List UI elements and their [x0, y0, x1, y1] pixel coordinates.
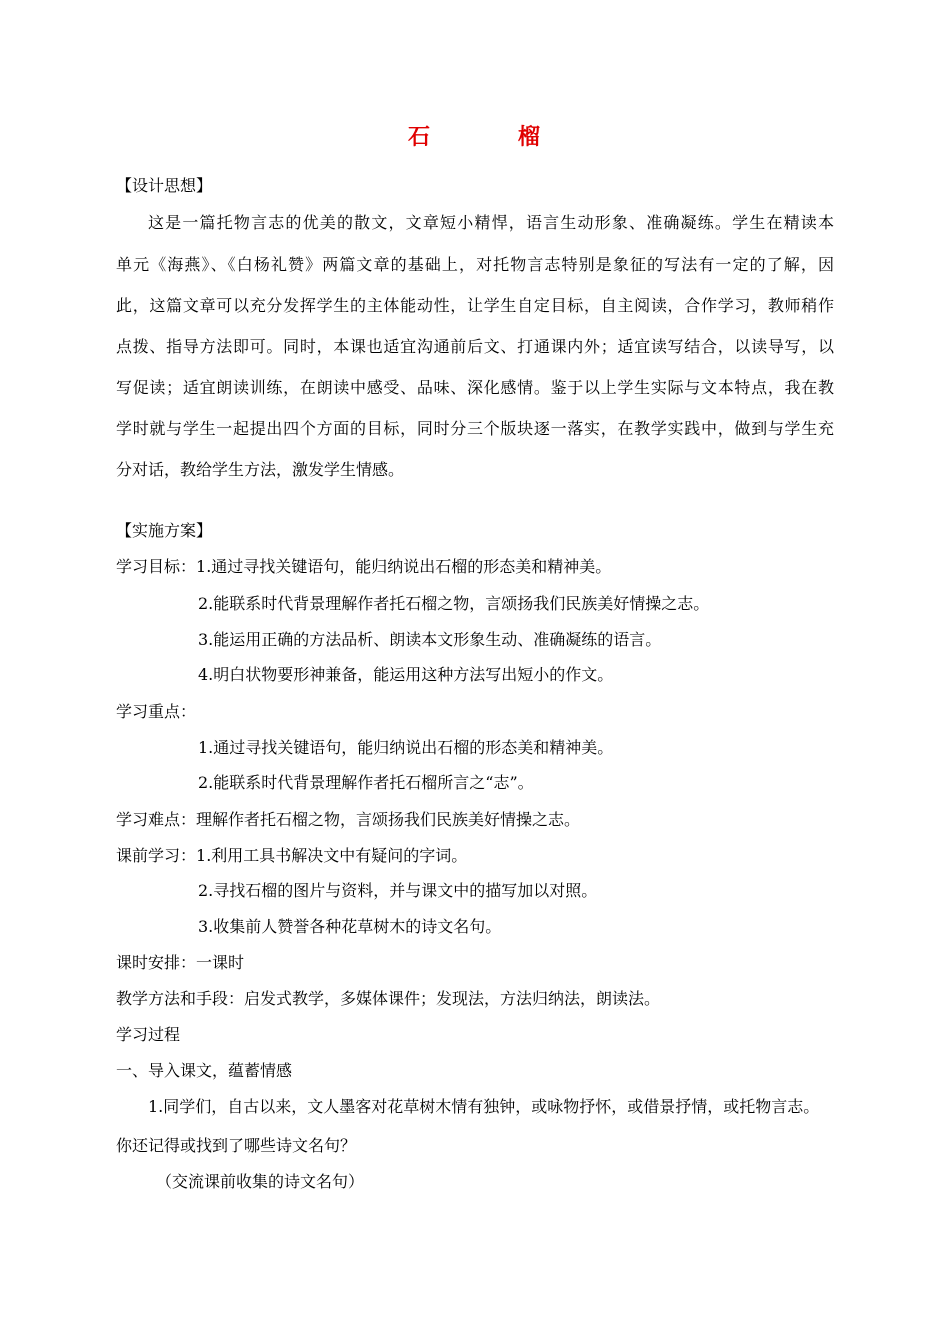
schedule-line: 课时安排：一课时 [116, 953, 245, 972]
methods-line: 教学方法和手段：启发式教学，多媒体课件；发现法，方法归纳法，朗读法。 [116, 989, 661, 1008]
preview-label: 课前学习： [116, 846, 197, 865]
preview-row [116, 846, 467, 866]
design-paragraph-line: 单元《海燕》、《白杨礼赞》两篇文章的基础上，对托物言志特别是象征的写法有一定的了解，因 [116, 255, 834, 274]
section-heading: 一、导入课文，蕴蓄情感 [116, 1061, 293, 1080]
item-paragraph-line: 1.同学们，自古以来，文人墨客对花草树木情有独钟，或咏物抒怀，或借景抒情，或托物言志。 [148, 1097, 820, 1116]
plan-heading: 【实施方案】 [116, 521, 213, 540]
design-paragraph-line: 这是一篇托物言志的优美的散文，文章短小精悍，语言生动形象、准确凝练。学生在精读本 [148, 213, 834, 232]
goal-item: 2.能联系时代背景理解作者托石榴之物，言颂扬我们民族美好情操之志。 [198, 594, 710, 613]
title-char-2: 榴 [518, 124, 543, 150]
focus-label: 学习重点： [116, 702, 197, 721]
item-note: （交流课前收集的诗文名句） [156, 1172, 365, 1191]
design-paragraph-line: 此，这篇文章可以充分发挥学生的主体能动性，让学生自定目标，自主阅读，合作学习，教师稍作 [116, 296, 834, 315]
page-title [0, 120, 950, 151]
design-paragraph-line: 点拨、指导方法即可。同时，本课也适宜沟通前后文、打通课内外；适宜读写结合，以读导写，以 [116, 337, 834, 356]
title-char-1: 石 [407, 124, 432, 150]
preview-item: 1.利用工具书解决文中有疑问的字词。 [196, 846, 468, 865]
goal-item: 4.明白状物要形神兼备，能运用这种方法写出短小的作文。 [198, 665, 614, 684]
design-paragraph-line: 写促读；适宜朗读训练，在朗读中感受、品味、深化感情。鉴于以上学生实际与文本特点，我在教 [116, 378, 834, 397]
difficulty-line: 学习难点：理解作者托石榴之物，言颂扬我们民族美好情操之志。 [116, 810, 581, 829]
design-heading: 【设计思想】 [116, 176, 213, 195]
design-paragraph-line: 分对话，教给学生方法，激发学生情感。 [116, 460, 405, 479]
goals-row [116, 557, 611, 577]
focus-item: 1.通过寻找关键语句，能归纳说出石榴的形态美和精神美。 [198, 738, 614, 757]
design-paragraph-line: 学时就与学生一起提出四个方面的目标，同时分三个版块逐一落实，在教学实践中，做到与学生充 [116, 419, 834, 438]
goal-item: 1.通过寻找关键语句，能归纳说出石榴的形态美和精神美。 [196, 557, 612, 576]
preview-item: 2.寻找石榴的图片与资料，并与课文中的描写加以对照。 [198, 881, 598, 900]
process-heading: 学习过程 [116, 1025, 181, 1044]
item-paragraph-line: 你还记得或找到了哪些诗文名句？ [116, 1136, 357, 1155]
goals-label: 学习目标： [116, 557, 197, 576]
focus-item: 2.能联系时代背景理解作者托石榴所言之“志”。 [198, 773, 534, 792]
goal-item: 3.能运用正确的方法品析、朗读本文形象生动、准确凝练的语言。 [198, 630, 662, 649]
preview-item: 3.收集前人赞誉各种花草树木的诗文名句。 [198, 917, 502, 936]
